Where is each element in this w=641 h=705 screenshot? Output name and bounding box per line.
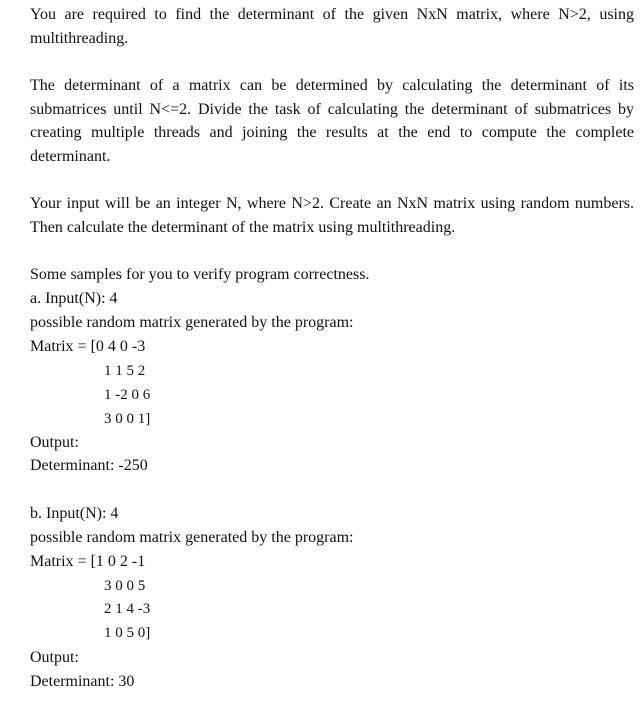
sample-b-result: Determinant: 30 [30, 673, 135, 690]
sample-b-matrix-first-row: Matrix = [1 0 2 -1 [30, 553, 146, 570]
sample-a-description: possible random matrix generated by the program: [30, 314, 354, 331]
sample-b-matrix-row: 1 0 5 0] [104, 625, 151, 641]
sample-b-matrix-row: 3 0 0 5 [104, 578, 146, 594]
sample-a-matrix-row: 3 0 0 1] [104, 411, 151, 427]
sample-a-matrix-row: 1 1 5 2 [104, 363, 146, 379]
sample-a-result: Determinant: -250 [30, 457, 148, 474]
samples-heading: Some samples for you to verify program correctness. [30, 266, 370, 283]
sample-a-matrix-first-row: Matrix = [0 4 0 -3 [30, 338, 146, 355]
sample-b-output-label: Output: [30, 649, 79, 666]
intro-paragraph-3: Your input will be an integer N, where N>2. Create an NxN matrix using random numbers. Then calculate the determinant of the matrix using multithreading. [30, 195, 634, 236]
sample-b-description: possible random matrix generated by the program: [30, 529, 354, 546]
sample-b-input: b. Input(N): 4 [30, 505, 119, 522]
intro-paragraph-2: The determinant of a matrix can be determined by calculating the determinant of its submatrices until N<=2. Divide the task of calculating the determinant of submatrices by creating multiple threads and joining the results at the end to compute the complete determinant. [30, 77, 634, 165]
sample-a-matrix-row: 1 -2 0 6 [104, 387, 151, 403]
sample-b-matrix-row: 2 1 4 -3 [104, 601, 151, 617]
sample-a-output-label: Output: [30, 434, 79, 451]
intro-paragraph-1: You are required to find the determinant of the given NxN matrix, where N>2, using multithreading. [30, 6, 634, 47]
sample-a-input: a. Input(N): 4 [30, 290, 118, 307]
